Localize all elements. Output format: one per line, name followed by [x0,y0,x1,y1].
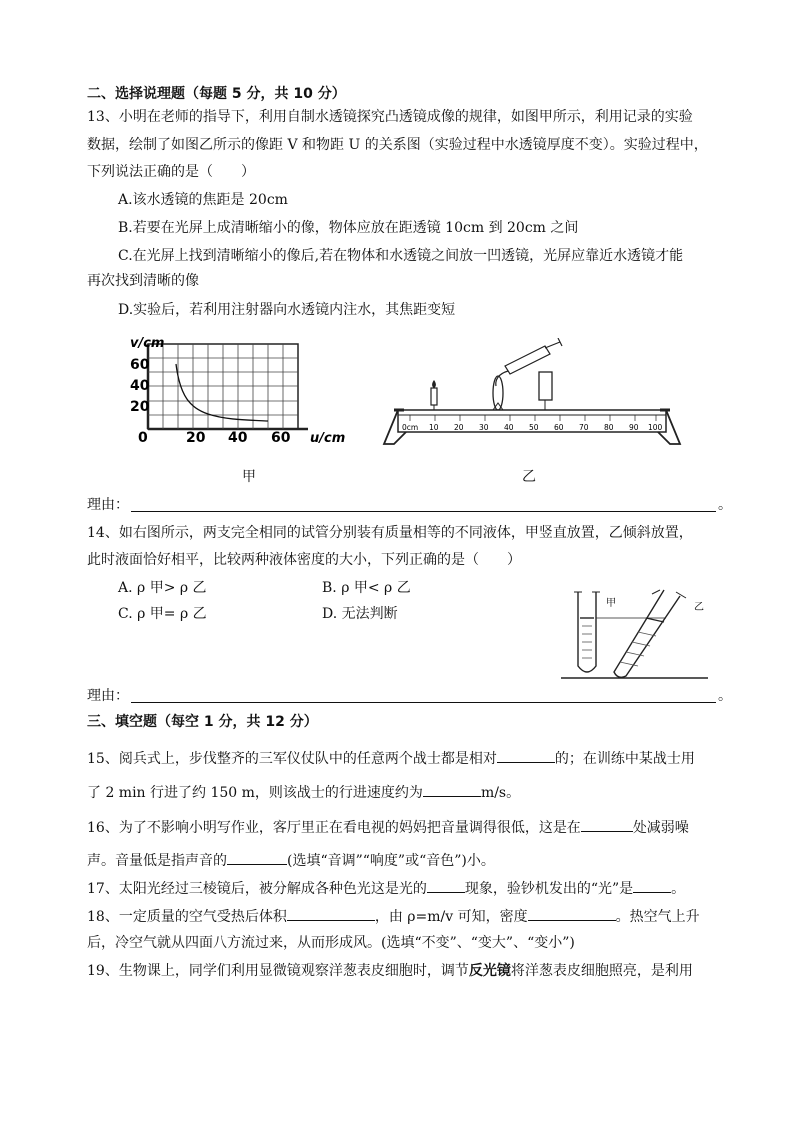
q13-option-d: D.实验后，若利用注射器向水透镜内注水，其焦距变短 [118,302,456,318]
bench-scale-30: 30 [479,423,489,432]
q17-line [87,878,685,899]
graph-x-label: u/cm [310,431,346,444]
q13-option-a: A.该水透镜的焦距是 20cm [118,192,288,208]
q14-option-d: D. 无法判断 [322,606,398,622]
candle-icon [431,380,437,412]
section-2-heading: 二、选择说理题（每题 5 分，共 10 分） [87,86,346,102]
inclined-test-tube-icon [614,590,686,677]
tube-label-jia: 甲 [606,598,616,609]
figure-caption-yi: 乙 [522,469,536,485]
q16-blank-1[interactable] [581,817,633,832]
bench-scale-60: 60 [554,423,564,432]
q19-text-bold: 反光镜 [468,963,511,979]
graph-x-tick-20: 20 [186,430,206,444]
graph-curve [176,364,268,421]
q14-stem-line1: 14、如右图所示，两支完全相同的试管分别装有质量相等的不同液体，甲竖直放置，乙倾斜放置， [87,525,693,541]
q13-option-c-line1: C.在光屏上找到清晰缩小的像后,若在物体和水透镜之间放一凹透镜，光屏应靠近水透镜才能 [118,248,684,264]
v-u-graph-figure [128,334,368,444]
q13-reason-end: 。 [718,497,732,513]
q18-line2: 后，冷空气就从四面八方流过来，从而形成风。(选填“不变”、“变大”、“变小”) [87,935,575,951]
q15-line1 [87,748,695,769]
graph-x-tick-40: 40 [228,430,248,444]
q18-blank-2[interactable] [528,906,616,921]
q19-line [87,961,693,981]
q17-blank-2[interactable] [633,878,671,893]
q18-text-b: ，由 ρ=m/v 可知，密度 [374,909,528,925]
q15-text-c: 了 2 min 行进了约 150 m，则该战士的行进速度约为 [87,785,423,801]
q13-option-b: B.若要在光屏上成清晰缩小的像，物体应放在距透镜 10cm 到 20cm 之间 [118,220,579,236]
light-screen-icon [539,372,552,412]
section-3-heading: 三、填空题（每空 1 分，共 12 分） [87,714,318,730]
q14-option-b: B. ρ 甲< ρ 乙 [322,580,411,596]
q14-option-a: A. ρ 甲> ρ 乙 [118,580,207,596]
q14-reason-answer-line[interactable] [131,702,716,703]
graph-grid [148,344,298,429]
q14-reason-label: 理由： [87,688,129,704]
q14-stem-line2: 此时液面恰好相平，比较两种液体密度的大小，下列正确的是（ ） [87,552,521,568]
q15-blank-2[interactable] [423,782,481,797]
q14-reason-end: 。 [718,688,732,704]
q18-line1 [87,906,700,927]
bench-scale-40: 40 [504,423,514,432]
bench-scale-20: 20 [454,423,464,432]
water-lens-icon [493,376,503,410]
q13-stem-line2: 数据，绘制了如图乙所示的像距 V 和物距 U 的关系图（实验过程中水透镜厚度不变）。实验过程中， [87,137,708,153]
graph-y-tick-20: 20 [130,399,150,415]
bench-scale-10: 10 [429,423,439,432]
q17-text-b: 现象，验钞机发出的“光”是 [464,881,634,897]
q13-option-c-line2: 再次找到清晰的像 [87,273,199,289]
q15-blank-1[interactable] [497,748,555,763]
q16-blank-2[interactable] [227,850,287,865]
q16-text-d: (选填“音调”“响度”或“音色”)小。 [287,853,495,869]
optical-bench-figure [380,338,690,450]
q18-blank-1[interactable] [287,906,375,921]
q14-option-c: C. ρ 甲= ρ 乙 [118,606,207,622]
q18-text-a: 18、一定质量的空气受热后体积 [87,909,287,925]
graph-y-tick-40: 40 [130,378,150,394]
graph-origin-label: 0 [138,430,148,444]
q15-text-b: 的；在训练中某战士用 [554,751,695,767]
graph-x-tick-60: 60 [271,430,291,444]
bench-scale-100: 100 [648,423,663,432]
q16-line2 [87,850,495,871]
bench-scale-90: 90 [629,423,639,432]
q19-text-a: 19、生物课上，同学们利用显微镜观察洋葱表皮细胞时，调节 [87,963,469,979]
tube-label-yi: 乙 [694,602,704,613]
q15-line2 [87,782,520,803]
bench-scale-start: 0cm [402,423,419,432]
bench-scale-70: 70 [579,423,589,432]
bench-scale-50: 50 [529,423,539,432]
q13-stem-line1: 13、小明在老师的指导下，利用自制水透镜探究凸透镜成像的规律，如图甲所示，利用记录的实验 [87,109,693,125]
test-tubes-figure [556,584,716,680]
figure-caption-jia: 甲 [242,469,256,485]
q16-text-b: 处减弱噪 [632,820,689,836]
q19-text-b: 将洋葱表皮细胞照亮，是利用 [510,963,693,979]
q13-reason-label: 理由： [87,497,129,513]
graph-y-tick-60: 60 [130,357,150,373]
q18-text-c: 。热空气上升 [615,909,700,925]
q16-text-a: 16、为了不影响小明写作业，客厅里正在看电视的妈妈把音量调得很低，这是在 [87,820,581,836]
q16-text-c: 声。音量低是指声音的 [87,853,227,869]
bench-scale-80: 80 [604,423,614,432]
graph-y-label: v/cm [130,336,165,351]
q13-reason-answer-line[interactable] [131,511,716,512]
q17-blank-1[interactable] [427,878,465,893]
q17-text-a: 17、太阳光经过三棱镜后，被分解成各种色光这是光的 [87,881,427,897]
q17-text-c: 。 [671,881,686,897]
vertical-test-tube-icon [574,592,600,672]
q16-line1 [87,817,689,838]
q15-text-a: 15、阅兵式上，步伐整齐的三军仪仗队中的任意两个战士都是相对 [87,751,497,767]
q13-stem-line3: 下列说法正确的是（ ） [87,164,255,180]
q15-text-d: m/s。 [480,785,521,801]
